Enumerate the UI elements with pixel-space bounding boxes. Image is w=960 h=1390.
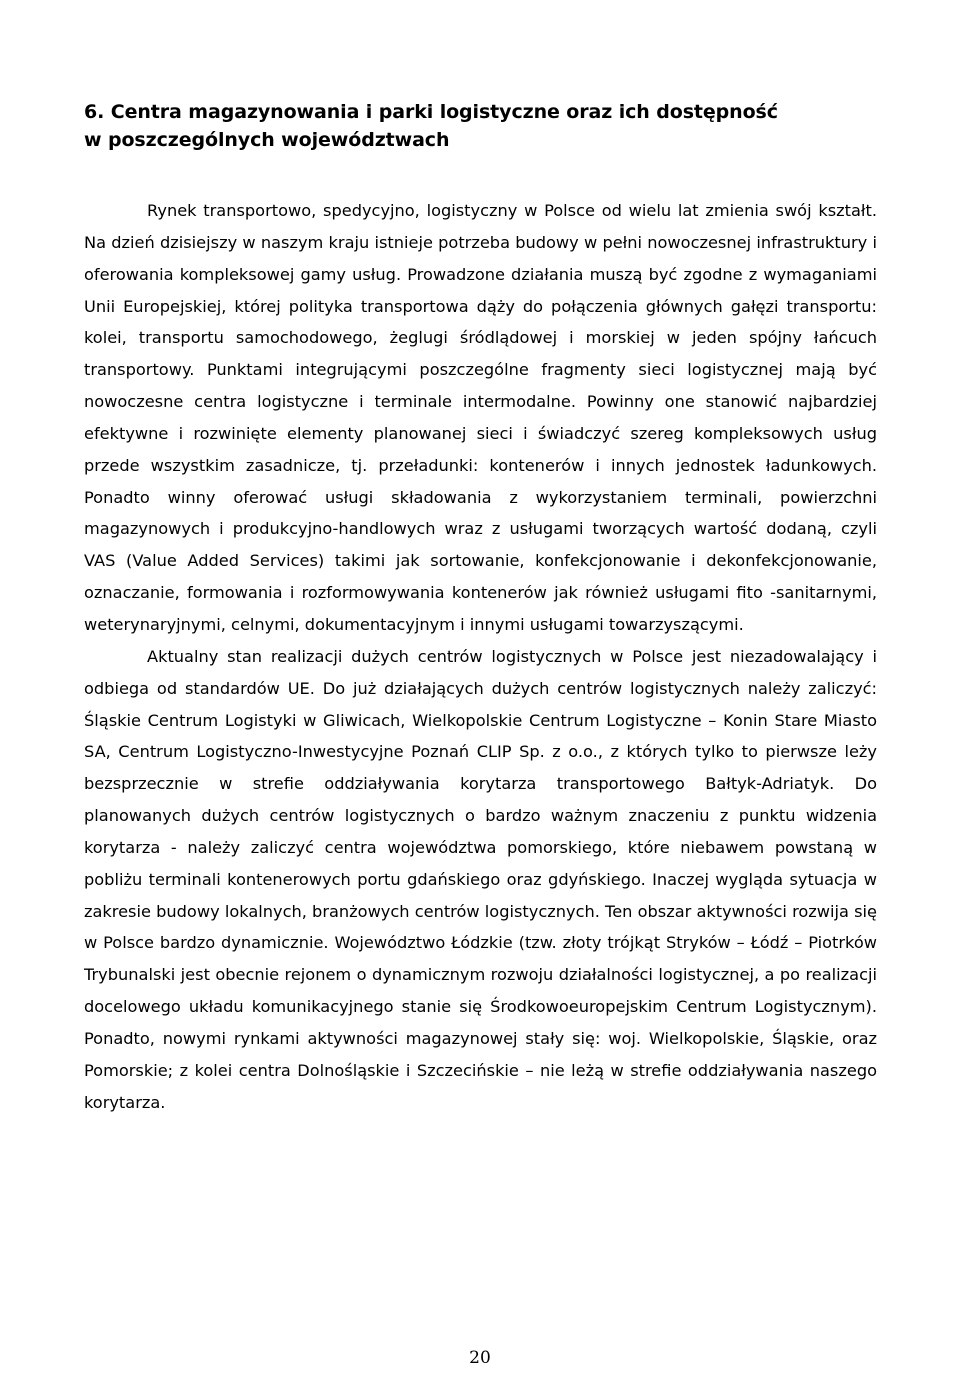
section-heading-line-1: 6. Centra magazynowania i parki logistyczne oraz ich dostępność	[84, 101, 778, 123]
page-number: 20	[469, 1348, 491, 1368]
paragraph-2: Aktualny stan realizacji dużych centrów logistycznych w Polsce jest niezadowalający i odbiega od standardów UE. Do już działających dużych centrów logistycznych należy zaliczyć: Śląskie Centrum Logistyki w Gliwicach, Wielkopolskie Centrum Logistyczne – Konin Stare Miasto SA, Centrum Logistyczno-Inwestycyjne Poznań CLIP Sp. z o.o., z których tylko to pierwsze leży bezsprzecznie w strefie oddziaływania korytarza transportowego Bałtyk-Adriatyk. Do planowanych dużych centrów logistycznych o bardzo ważnym znaczeniu z punktu widzenia korytarza - należy zaliczyć centra województwa pomorskiego, które niebawem powstaną w pobliżu terminali kontenerowych portu gdańskiego oraz gdyńskiego. Inaczej wygląda sytuacja w zakresie budowy lokalnych, branżowych centrów logistycznych. Ten obszar aktywności rozwija się w Polsce bardzo dynamicznie. Województwo Łódzkie (tzw. złoty trójkąt Stryków – Łódź – Piotrków Trybunalski jest obecnie rejonem o dynamicznym rozwoju działalności logistycznej, a po realizacji docelowego układu komunikacyjnego stanie się Środkowoeuropejskim Centrum Logistycznym). Ponadto, nowymi rynkami aktywności magazynowej stały się: woj. Wielkopolskie, Śląskie, oraz Pomorskie; z kolei centra Dolnośląskie i Szczecińskie – nie leżą w strefie oddziaływania naszego korytarza.	[84, 646, 877, 1112]
body-text	[84, 195, 877, 1118]
section-heading-line-2: w poszczególnych województwach	[84, 129, 450, 151]
section-heading	[84, 98, 884, 154]
paragraph-1: Rynek transportowo, spedycyjno, logistyczny w Polsce od wielu lat zmienia swój kształt. Na dzień dzisiejszy w naszym kraju istnieje potrzeba budowy w pełni nowoczesnej infrastruktury i oferowania kompleksowej gamy usług. Prowadzone działania muszą być zgodne z wymaganiami Unii Europejskiej, której polityka transportowa dąży do połączenia głównych gałęzi transportu: kolei, transportu samochodowego, żeglugi śródlądowej i morskiej w jeden spójny łańcuch transportowy. Punktami integrującymi poszczególne fragmenty sieci logistycznej mają być nowoczesne centra logistyczne i terminale intermodalne. Powinny one stanowić najbardziej efektywne i rozwinięte elementy planowanej sieci i świadczyć szereg kompleksowych usług przede wszystkim zasadnicze, tj. przeładunki: kontenerów i innych jednostek ładunkowych. Ponadto winny oferować usługi składowania z wykorzystaniem terminali, powierzchni magazynowych i produkcyjno-handlowych wraz z usługami tworzących wartość dodaną, czyli VAS (Value Added Services) takimi jak sortowanie, konfekcjonowanie i dekonfekcjonowanie, oznaczanie, formowania i rozformowywania kontenerów jak również usługami fito -sanitarnymi, weterynaryjnymi, celnymi, dokumentacyjnym i innymi usługami towarzyszącymi.	[84, 201, 877, 634]
